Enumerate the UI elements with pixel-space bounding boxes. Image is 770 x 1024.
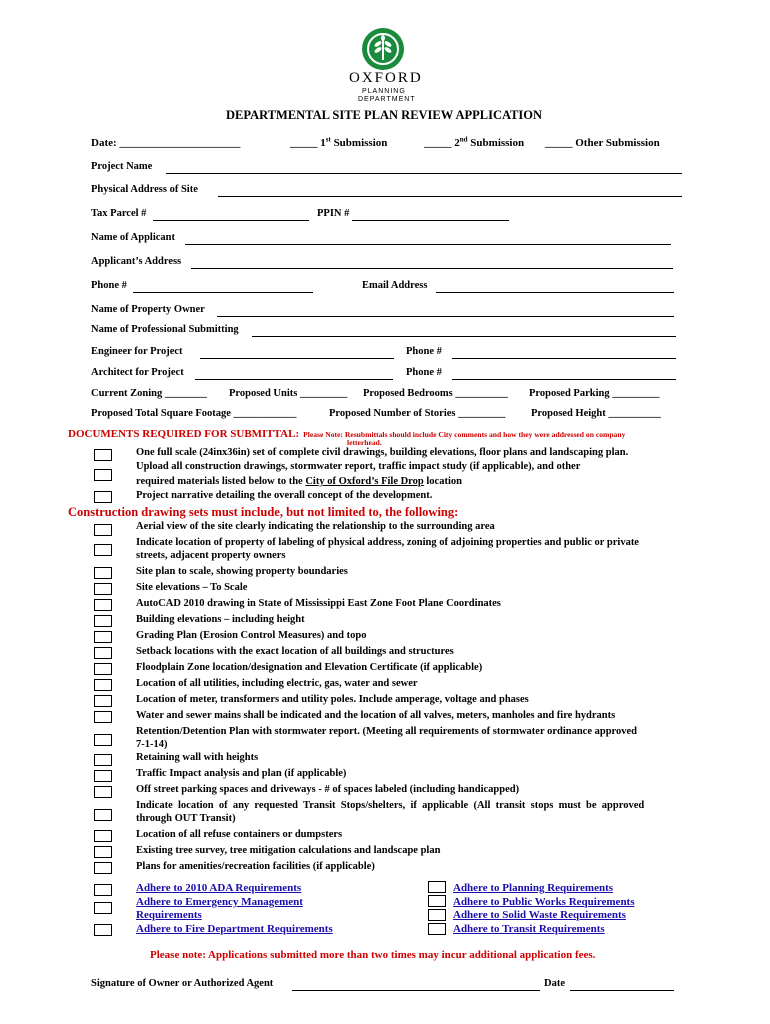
email-input[interactable]	[436, 292, 674, 293]
checkbox-full-scale[interactable]	[94, 449, 112, 461]
architect-label: Architect for Project	[91, 367, 184, 378]
construction-item: Water and sewer mains shall be indicated and the location of all valves, meters, manholes and fire hydrants	[136, 710, 616, 721]
applicant-name-input[interactable]	[185, 244, 671, 245]
tax-parcel-input[interactable]	[153, 220, 309, 221]
checkbox-ada[interactable]	[94, 884, 112, 896]
construction-item: Traffic Impact analysis and plan (if applicable)	[136, 768, 347, 779]
second-sup: nd	[459, 135, 468, 144]
construction-checkbox[interactable]	[94, 663, 112, 675]
applicant-name-label: Name of Applicant	[91, 232, 175, 243]
construction-checkbox[interactable]	[94, 567, 112, 579]
construction-checkbox[interactable]	[94, 524, 112, 536]
form-title: DEPARTMENTAL SITE PLAN REVIEW APPLICATION	[226, 108, 543, 122]
date-field[interactable]: Date: ______________________	[91, 137, 241, 149]
construction-checkbox[interactable]	[94, 615, 112, 627]
construction-item: 7-1-14)	[136, 739, 168, 750]
other-submission[interactable]: _____ Other Submission	[545, 137, 660, 149]
construction-checkbox[interactable]	[94, 734, 112, 746]
first-tail: Submission	[330, 137, 388, 149]
engineer-phone-input[interactable]	[452, 358, 676, 359]
construction-checkbox[interactable]	[94, 711, 112, 723]
construction-item: Plans for amenities/recreation facilities (if applicable)	[136, 861, 375, 872]
first-sup: st	[325, 135, 331, 144]
second-submission[interactable]	[424, 137, 524, 149]
doc-item-upload-cont	[136, 476, 462, 487]
physical-address-label: Physical Address of Site	[91, 184, 198, 195]
construction-checkbox[interactable]	[94, 583, 112, 595]
architect-phone-label: Phone #	[406, 367, 442, 378]
construction-item: Retention/Detention Plan with stormwater report. (Meeting all requirements of stormwater ordinance approved	[136, 726, 638, 737]
email-label: Email Address	[362, 280, 428, 291]
phone-label: Phone #	[91, 280, 127, 291]
owner-name-input[interactable]	[217, 316, 674, 317]
project-name-label: Project Name	[91, 161, 153, 172]
construction-checkbox[interactable]	[94, 599, 112, 611]
construction-item: Site elevations – To Scale	[136, 582, 248, 593]
construction-checkbox[interactable]	[94, 695, 112, 707]
construction-item: Indicate location of property of labeling of physical address, zoning of adjoining properties and public or private	[136, 537, 639, 548]
logo-name: OXFORD	[349, 70, 423, 86]
engineer-phone-label: Phone #	[406, 346, 442, 357]
docs-heading: DOCUMENTS REQUIRED FOR SUBMITTAL:	[68, 428, 300, 440]
applicant-address-input[interactable]	[191, 268, 673, 269]
construction-item: streets, adjacent property owners	[136, 550, 286, 561]
checkbox-solid-waste[interactable]	[428, 909, 446, 921]
construction-item: AutoCAD 2010 drawing in State of Mississippi East Zone Foot Plane Coordinates	[136, 598, 501, 609]
physical-address-input[interactable]	[218, 196, 682, 197]
doc-item-narrative: Project narrative detailing the overall concept of the development.	[136, 490, 433, 501]
construction-item: through OUT Transit)	[136, 813, 236, 824]
phone-input[interactable]	[133, 292, 313, 293]
ada-requirements-link[interactable]: Adhere to 2010 ADA Requirements	[136, 882, 302, 894]
construction-item: Aerial view of the site clearly indicating the relationship to the surrounding area	[136, 521, 495, 532]
proposed-parking-field[interactable]: Proposed Parking _________	[529, 388, 660, 399]
resubmittal-note-cont: letterhead.	[347, 438, 382, 447]
construction-heading: Construction drawing sets must include, but not limited to, the following:	[68, 505, 459, 519]
signature-input[interactable]	[292, 990, 540, 991]
signature-date-input[interactable]	[570, 990, 674, 991]
current-zoning-field[interactable]: Current Zoning ________	[91, 388, 207, 399]
architect-phone-input[interactable]	[452, 379, 676, 380]
construction-item: Site plan to scale, showing property boundaries	[136, 566, 348, 577]
logo-sub2: DEPARTMENT	[358, 96, 416, 103]
first-submission[interactable]	[290, 137, 387, 149]
signature-date-label: Date	[544, 978, 565, 989]
checkbox-public-works[interactable]	[428, 895, 446, 907]
doc-item-upload: Upload all construction drawings, stormwater report, traffic impact study (if applicable), and other	[136, 461, 581, 472]
construction-checkbox[interactable]	[94, 631, 112, 643]
construction-item: Floodplain Zone location/designation and Elevation Certificate (if applicable)	[136, 662, 483, 673]
project-name-input[interactable]	[166, 173, 682, 174]
logo-sub1: PLANNING	[362, 88, 406, 95]
engineer-input[interactable]	[200, 358, 394, 359]
construction-checkbox[interactable]	[94, 754, 112, 766]
construction-item: Retaining wall with heights	[136, 752, 259, 763]
construction-checkbox[interactable]	[94, 862, 112, 874]
fee-note: Please note: Applications submitted more than two times may incur additional application fees.	[150, 949, 596, 961]
oxford-logo	[360, 26, 406, 72]
signature-label: Signature of Owner or Authorized Agent	[91, 978, 274, 989]
construction-checkbox[interactable]	[94, 809, 112, 821]
professional-input[interactable]	[252, 336, 676, 337]
construction-item: Location of all utilities, including electric, gas, water and sewer	[136, 678, 418, 689]
doc-item-upload-post: location	[423, 476, 462, 487]
construction-item: Location of meter, transformers and utility poles. Include amperage, voltage and phases	[136, 694, 529, 705]
stories-field[interactable]: Proposed Number of Stories _________	[329, 408, 506, 419]
construction-item: Existing tree survey, tree mitigation calculations and landscape plan	[136, 845, 441, 856]
height-field[interactable]: Proposed Height __________	[531, 408, 661, 419]
proposed-units-field[interactable]: Proposed Units _________	[229, 388, 348, 399]
emergency-management-link-cont[interactable]: Requirements	[136, 909, 202, 921]
second-tail: Submission	[467, 137, 525, 149]
construction-checkbox[interactable]	[94, 647, 112, 659]
construction-checkbox[interactable]	[94, 830, 112, 842]
first-sub-text: _____ 1	[290, 137, 326, 149]
checkbox-fire[interactable]	[94, 924, 112, 936]
transit-requirements-link[interactable]: Adhere to Transit Requirements	[453, 923, 605, 935]
owner-name-label: Name of Property Owner	[91, 304, 205, 315]
file-drop-link[interactable]: City of Oxford’s File Drop	[305, 476, 424, 487]
checkbox-emergency[interactable]	[94, 902, 112, 914]
doc-item-full-scale: One full scale (24inx36in) set of complete civil drawings, building elevations, floor plans and landscaping plan.	[136, 447, 629, 458]
ppin-label: PPIN #	[317, 208, 350, 219]
construction-item: Indicate location of any requested Transit Stops/shelters, if applicable (All transit stops must be approved	[136, 800, 645, 811]
construction-item: Grading Plan (Erosion Control Measures) and topo	[136, 630, 367, 641]
emergency-management-link[interactable]: Adhere to Emergency Management	[136, 896, 303, 908]
construction-item: Building elevations – including height	[136, 614, 305, 625]
second-sub-text: _____ 2	[424, 137, 460, 149]
planning-requirements-link[interactable]: Adhere to Planning Requirements	[453, 882, 614, 894]
engineer-label: Engineer for Project	[91, 346, 183, 357]
architect-input[interactable]	[195, 379, 393, 380]
applicant-address-label: Applicant’s Address	[91, 256, 182, 267]
ppin-input[interactable]	[352, 220, 509, 221]
resubmittal-note: Please Note: Resubmittals should include City comments and how they were addressed on company	[303, 430, 626, 439]
square-footage-field[interactable]: Proposed Total Square Footage ____________	[91, 408, 297, 419]
construction-checkbox[interactable]	[94, 679, 112, 691]
proposed-bedrooms-field[interactable]: Proposed Bedrooms __________	[363, 388, 508, 399]
checkbox-upload[interactable]	[94, 469, 112, 481]
tax-parcel-label: Tax Parcel #	[91, 208, 147, 219]
construction-item: Setback locations with the exact location of all buildings and structures	[136, 646, 454, 657]
professional-label: Name of Professional Submitting	[91, 324, 239, 335]
doc-item-upload-pre: required materials listed below to the	[136, 476, 306, 487]
fire-department-link[interactable]: Adhere to Fire Department Requirements	[136, 923, 333, 935]
solid-waste-link[interactable]: Adhere to Solid Waste Requirements	[453, 909, 626, 921]
construction-checkbox[interactable]	[94, 786, 112, 798]
public-works-link[interactable]: Adhere to Public Works Requirements	[453, 896, 635, 908]
checkbox-narrative[interactable]	[94, 491, 112, 503]
construction-checkbox[interactable]	[94, 770, 112, 782]
construction-item: Off street parking spaces and driveways - # of spaces labeled (including handicapped)	[136, 784, 520, 795]
construction-item: Location of all refuse containers or dumpsters	[136, 829, 343, 840]
construction-checkbox[interactable]	[94, 544, 112, 556]
checkbox-transit[interactable]	[428, 923, 446, 935]
checkbox-planning[interactable]	[428, 881, 446, 893]
construction-checkbox[interactable]	[94, 846, 112, 858]
